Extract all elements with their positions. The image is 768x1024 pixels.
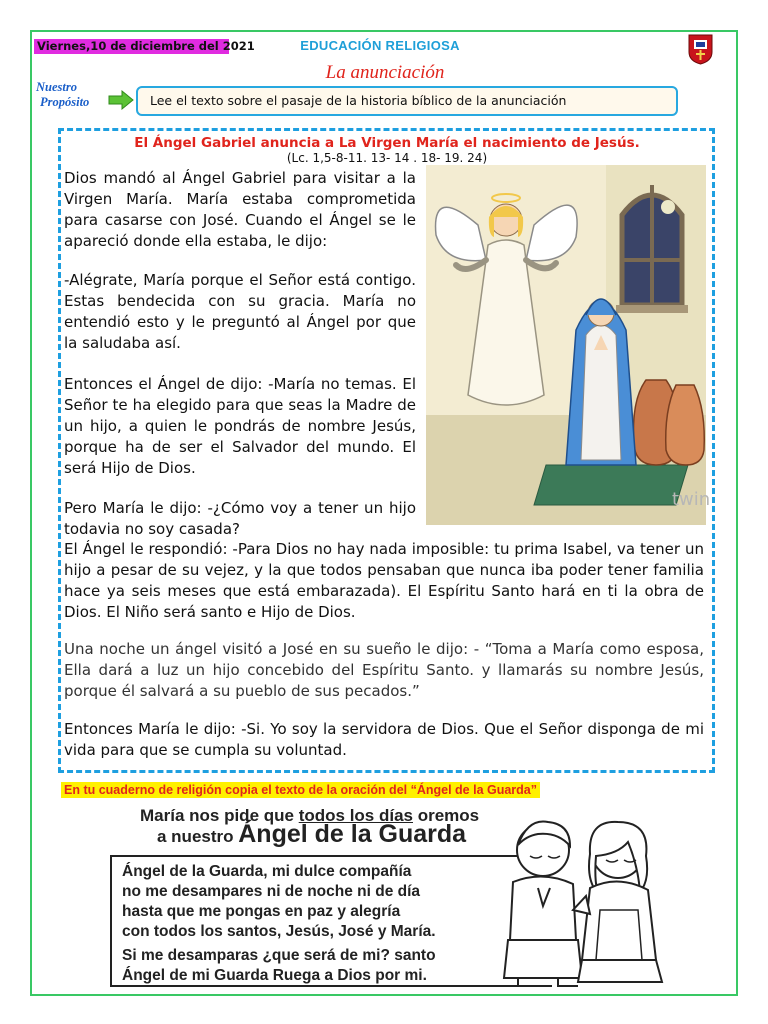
school-crest-icon [688, 32, 713, 65]
prayer-line: hasta que me pongas en paz y alegría [122, 903, 401, 920]
reading-paragraph: Entonces María le dijo: -Si. Yo soy la servidora de Dios. Que el Señor disponga de mi vida para que se cumpla su voluntad. [64, 720, 704, 759]
reading-paragraph: El Ángel le respondió: -Para Dios no hay nada imposible: tu prima Isabel, va tener un hijo a pesar de su vejez, y la que todos pensaban que nunca iba poder tener familia hace ya seis meses que está embarazada). El Espíritu Santo hará en ti la obra de Dios. El Niño será santo e Hijo de Dios. [64, 540, 704, 621]
arrow-right-icon [108, 90, 134, 110]
purpose-label [36, 80, 106, 110]
prayer-line: Ángel de mi Guarda Ruega a Dios por mi. [122, 967, 427, 984]
subject-title: EDUCACIÓN RELIGIOSA [300, 38, 460, 53]
prayer-intro-pre: María nos pide que [140, 806, 299, 825]
reading-paragraph: Una noche un ángel visitó a José en su sueño le dijo: - “Toma a María como esposa, Ella dará a luz un hijo concebido del Espíritu Santo. y llamarás su nombre Jesús, porque él salvará a su pueblo de sus pecados.” [64, 640, 704, 700]
bible-reference: (Lc. 1,5-8-11. 13- 14 . 18- 19. 24) [286, 151, 488, 165]
prayer-intro-small: a nuestro [157, 827, 239, 846]
prayer-line: no me desampares ni de noche ni de día [122, 883, 421, 900]
reading-paragraph: Pero María le dijo: -¿Cómo voy a tener un hijo todavia no soy casada? [64, 499, 416, 538]
date-label: Viernes,10 de diciembre del 2021 [34, 39, 229, 54]
reading-heading: El Ángel Gabriel anuncia a La Virgen María el nacimiento de Jesús. [134, 135, 640, 151]
prayer-intro-post: oremos [413, 806, 480, 825]
lesson-title: La anunciación [325, 62, 445, 83]
prayer-intro-underlined: todos los días [298, 806, 413, 825]
prayer-stanza-1 [122, 862, 522, 942]
prayer-line: Ángel de la Guarda, mi dulce compañía [122, 863, 412, 880]
prayer-stanza-2 [122, 946, 522, 986]
purpose-label-line2: Propósito [40, 95, 90, 109]
reading-paragraph: -Alégrate, María porque el Señor está contigo. Estas bendecida con su gracia. María no entendió esto y le preguntó al Ángel por que la saludaba así. [64, 271, 416, 352]
praying-children-illustration [478, 810, 683, 990]
reading-paragraph: Dios mandó al Ángel Gabriel para visitar a la Virgen María. María estaba comprometida para casarse con José. Cuando el Ángel se le apareció donde ella estaba, le dijo: [64, 169, 416, 250]
purpose-text: Lee el texto sobre el pasaje de la historia bíblico de la anunciación [136, 86, 678, 116]
prayer-intro-big: Ángel de la Guarda [238, 820, 467, 848]
instruction-banner: En tu cuaderno de religión copia el texto de la oración del “Ángel de la Guarda” [61, 782, 540, 798]
prayer-line: Si me desamparas ¿que será de mi? santo [122, 947, 436, 964]
illustration-watermark: twin [672, 489, 711, 510]
reading-paragraph: Entonces el Ángel de dijo: -María no temas. El Señor te ha elegido para que seas la Madre de un hijo, a quien le pondrás de nombre Jesús, porque ha de ser el Salvador del mundo. El será Hijo de Dios. [64, 375, 416, 477]
prayer-line: con todos los santos, Jesús, José y María. [122, 923, 436, 940]
annunciation-illustration [426, 165, 711, 525]
purpose-label-line1: Nuestro [36, 80, 77, 94]
